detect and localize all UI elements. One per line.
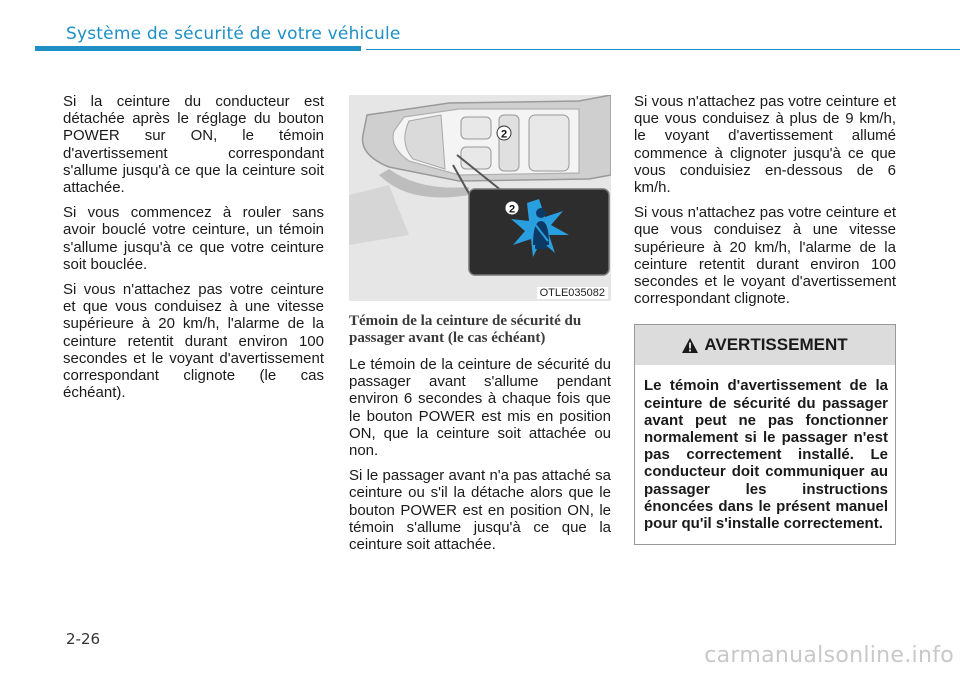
subheading: Témoin de la ceinture de sécurité du passager avant (le cas échéant) <box>349 313 582 346</box>
warning-triangle-icon <box>682 338 698 353</box>
warning-title: AVERTISSEMENT <box>704 335 848 355</box>
section-title: Système de sécurité de votre véhicule <box>66 24 401 44</box>
header-rule-thin <box>366 49 960 50</box>
car-top-view-drawing <box>349 95 611 301</box>
figure-code: OTLE035082 <box>537 287 608 299</box>
watermark: carmanualsonline.info <box>704 643 954 668</box>
header-rule-thick <box>35 46 361 51</box>
paragraph: Si la ceinture du conducteur est détachée après le réglage du bouton POWER sur ON, le témoin d'avertissement correspondant s'allume jusqu'à ce que la ceinture soit attachée. <box>63 93 324 197</box>
paragraph: Si vous n'attachez pas votre ceinture et que vous conduisez à une vitesse supérieure à 20 km/h, l'alarme de la ceinture retentit durant environ 100 secondes et le voyant d'avertissement correspondant clignote (le cas échéant). <box>63 281 324 402</box>
page-number: 2-26 <box>66 630 101 648</box>
warning-text: Le témoin d'avertissement de la ceinture de sécurité du passager avant peut ne pas fonctionner normalement si le passager n'est pas correctement installé. Le conducteur doit communiquer au passager les instructions énoncées dans le présent manuel pour qu'il s'installe correctement. <box>644 377 888 533</box>
column-2 <box>349 93 611 561</box>
callout-label: 2 <box>508 203 516 216</box>
paragraph: Le témoin de la ceinture de sécurité du passager avant s'allume pendant environ 6 secondes à chaque fois que le bouton POWER est mis en position ON, que la ceinture soit attachée ou non. <box>349 356 611 460</box>
paragraph: Si vous n'attachez pas votre ceinture et que vous conduisez à plus de 9 km/h, le voyant d'avertissement allumé commence à clignoter jusqu'à ce que vous conduisiez en-dessous de 6 km/h. <box>634 93 896 197</box>
car-interior-illustration <box>349 95 611 301</box>
column-3 <box>634 93 896 545</box>
column-1 <box>63 93 324 409</box>
paragraph: Si vous commencez à rouler sans avoir bouclé votre ceinture, un témoin s'allume jusqu'à ce que votre ceinture soit bouclée. <box>63 204 324 273</box>
callout-label: 2 <box>500 128 508 141</box>
warning-box <box>634 324 896 545</box>
paragraph: Si le passager avant n'a pas attaché sa ceinture ou s'il la détache alors que le bouton POWER est en position ON, le témoin s'allume jusqu'à ce que la ceinture soit attachée. <box>349 467 611 554</box>
paragraph: Si vous n'attachez pas votre ceinture et que vous conduisez à une vitesse supérieure à 20 km/h, l'alarme de la ceinture retentit durant environ 100 secondes et le voyant d'avertissement correspondant clignote. <box>634 204 896 308</box>
warning-header <box>635 325 895 365</box>
